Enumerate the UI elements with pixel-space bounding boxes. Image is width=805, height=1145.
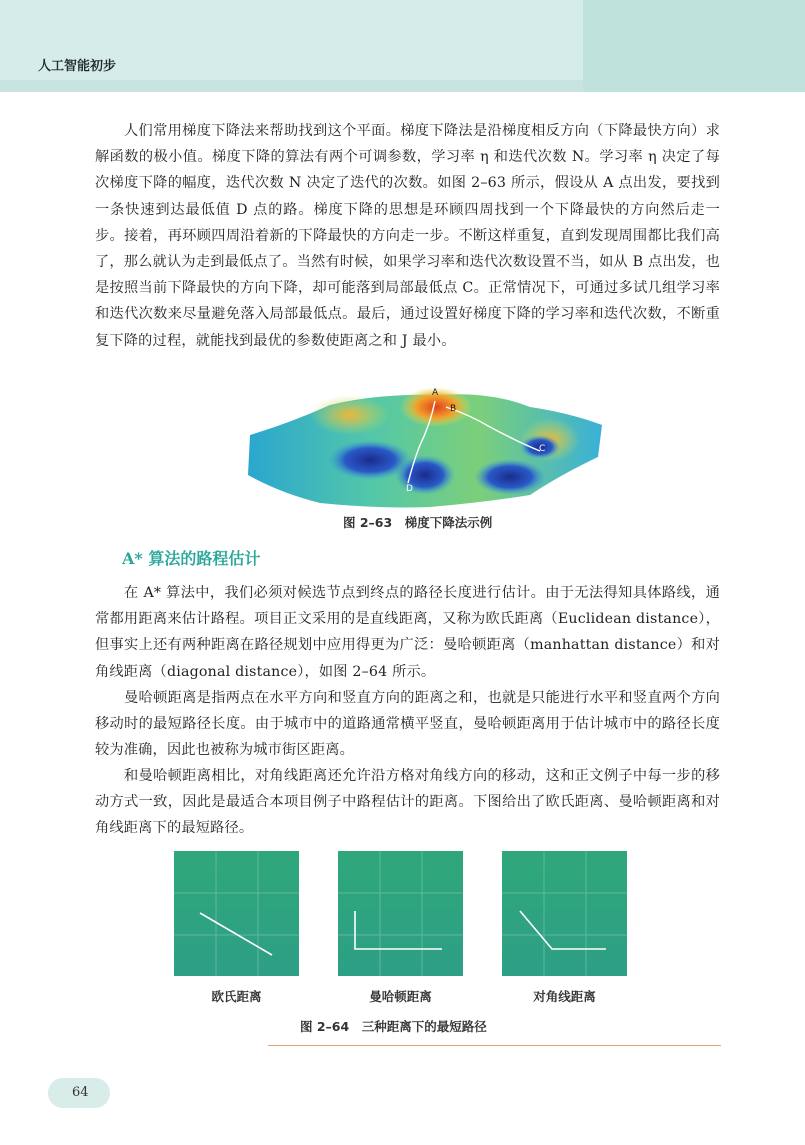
grid-manhattan [338, 851, 463, 976]
grid-euclidean-drawing [174, 851, 299, 976]
hill-left [310, 395, 390, 435]
label-a: A [432, 388, 439, 398]
header-right-panel [583, 0, 805, 92]
label-c: C [539, 444, 546, 454]
footer-rule [268, 1045, 721, 1046]
label-d: D [406, 484, 413, 494]
figure-caption-2-64: 图 2–64 三种距离下的最短路径 [300, 1019, 487, 1034]
label-euclidean: 欧氏距离 [211, 989, 262, 1004]
section-title: A* 算法的路程估计 [122, 549, 261, 568]
paragraph-diagonal: 和曼哈顿距离相比，对角线距离还允许沿方格对角线方向的移动，这和正文例子中每一步的移动方式一致，因此是最适合本项目例子中路程估计的距离。下图给出了欧氏距离、曼哈顿距离和对角线距离下的最短路径。 [95, 768, 720, 837]
figure-caption-2-63: 图 2–63 梯度下降法示例 [343, 515, 493, 530]
page-header [0, 0, 805, 92]
label-diagonal: 对角线距离 [533, 989, 596, 1004]
euclidean-path [200, 913, 272, 955]
paragraph-gradient-descent: 人们常用梯度下降法来帮助找到这个平面。梯度下降法是沿梯度相反方向（下降最快方向）求解函数的极小值。梯度下降的算法有两个可调参数，学习率 η 和迭代次数 N。学习率 η 决定了每次梯度下降的幅度，迭代次数 N 决定了迭代的次数。如图 2–63 所示，假设从 A 点出发，要找到一条快速到达最低值 D 点的路。梯度下降的思想是环顾四周找到一个下降最快的方向然后走一步。接着，再环顾四周沿着新的下降最快的方向走一步。不断这样重复，直到发现周围都比我们高了，那么就认为走到最低点了。当然有时候，如果学习率和迭代次数设置不当，如从 B 点出发，也是按照当前下降最快的方向下降，却可能落到局部最低点 C。正常情况下，可通过多试几组学习率和迭代次数来尽量避免落入局部最低点。最后，通过设置好梯度下降的学习率和迭代次数，不断重复下降的过程，就能找到最优的参数使距离之和 J 最小。 [95, 123, 720, 349]
label-manhattan: 曼哈顿距离 [369, 989, 432, 1004]
valley-d [395, 455, 455, 495]
manhattan-path [355, 911, 442, 949]
gradient-descent-figure [230, 385, 610, 510]
grid-manhattan-drawing [338, 851, 463, 976]
paragraph-manhattan: 曼哈顿距离是指两点在水平方向和竖直方向的距离之和，也就是只能进行水平和竖直两个方向移动时的最短路径长度。由于城市中的道路通常横平竖直，曼哈顿距离用于估计城市中的路径长度较为准确，因此也被称为城市街区距离。 [95, 690, 720, 759]
valley-mid [474, 459, 546, 495]
grid-diagonal-drawing [502, 851, 627, 976]
label-b: B [450, 404, 457, 414]
grid-diagonal [502, 851, 627, 976]
header-strip [0, 80, 583, 92]
grid-euclidean [174, 851, 299, 976]
header-title: 人工智能初步 [38, 59, 117, 74]
diagonal-path [520, 911, 606, 949]
page-number: 64 [72, 1085, 89, 1100]
paragraph-astar: 在 A* 算法中，我们必须对候选节点到终点的路径长度进行估计。由于无法得知具体路线，通常都用距离来估计路程。项目正文采用的是直线距离，又称为欧氏距离（Euclidean distance），但事实上还有两种距离在路径规划中应用得更为广泛：曼哈顿距离（manhattan distance）和对角线距离（diagonal distance），如图 2–64 所示。 [95, 585, 720, 680]
